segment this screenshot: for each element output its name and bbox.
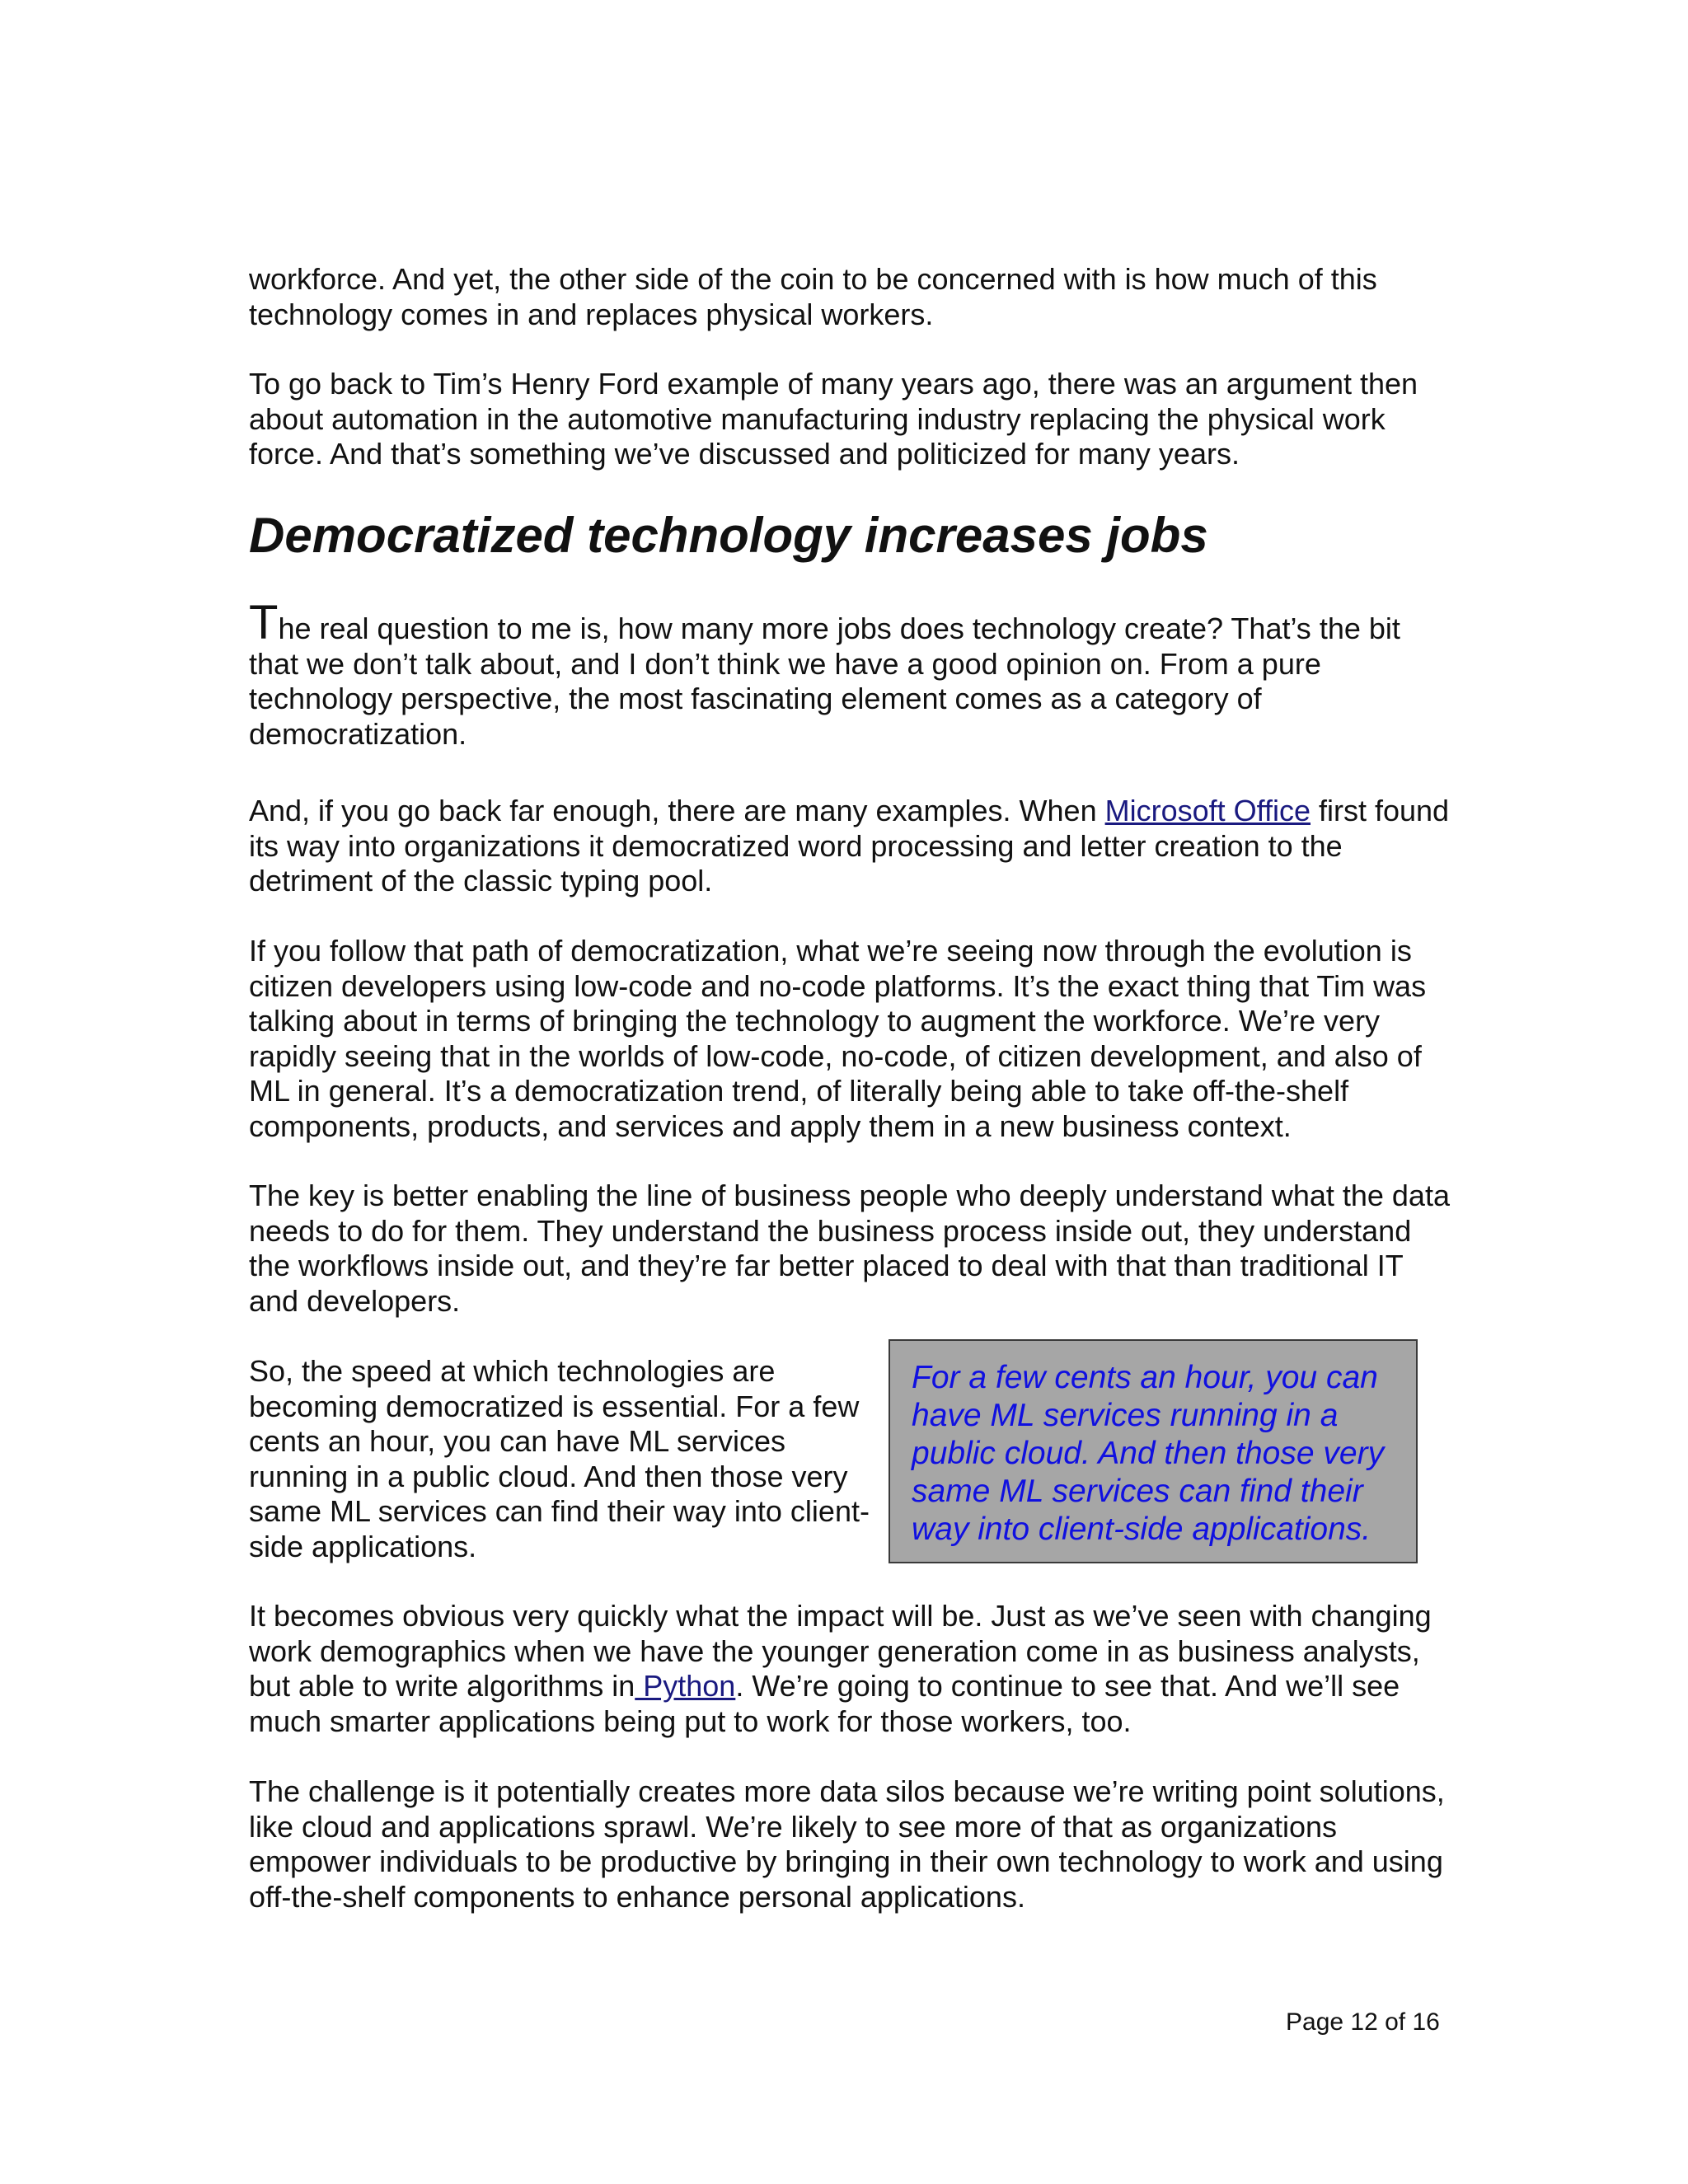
paragraph-speed: So, the speed at which technologies are becoming democratized is essential. For a few cents an hour, you can have ML services running in a public cloud. And then those very same ML services can find their way into client-side applications. xyxy=(249,1354,870,1563)
paragraph-impact-end: . We’re going to continue to see that. And we’ll see much smarter applications being put to work for those workers, too. xyxy=(249,1669,1400,1738)
page-number: Page 12 of 16 xyxy=(1286,2008,1440,2036)
microsoft-office-link[interactable]: Microsoft Office xyxy=(1104,794,1311,827)
paragraph-line-of-business: The key is better enabling the line of business people who deeply understand what the data needs to do for them. They understand the business process inside out, they understand the workflows inside out, and they’re far better placed to deal with that than traditional IT and developers. xyxy=(249,1179,1450,1318)
section-heading: Democratized technology increases jobs xyxy=(249,508,1208,563)
paragraph-real-question xyxy=(249,596,1452,752)
paragraph-challenge: The challenge is it potentially creates more data silos because we’re writing point solutions, like cloud and applications sprawl. We’re likely to see more of that as organizations empower individuals to be productive by bringing in their own technology to work and using off-the-shelf components to enhance personal applications. xyxy=(249,1774,1445,1914)
paragraph-impact-start: It becomes obvious very quickly what the impact will be. Just as we’ve seen with changing work demographics when we have the younger generation come in as business analysts, but able to write algorithms in xyxy=(249,1599,1432,1703)
paragraph-microsoft-office-start: And, if you go back far enough, there are many examples. When xyxy=(249,794,1105,827)
drop-cap: T xyxy=(249,596,279,649)
paragraph-impact xyxy=(249,1599,1452,1739)
pull-quote-box xyxy=(889,1339,1418,1563)
paragraph-real-question-text: he real question to me is, how many more jobs does technology create? That’s the bit that we don’t talk about, and I don’t think we have a good opinion on. From a pure technology perspective, the most fascinating element comes as a category of democratization. xyxy=(249,612,1400,751)
paragraph-workforce: workforce. And yet, the other side of the coin to be concerned with is how much of this technology comes in and replaces physical workers. xyxy=(249,262,1377,331)
pull-quote-text: For a few cents an hour, you can have ML services running in a public cloud. And then those very same ML services can find their way into client-side applications. xyxy=(912,1360,1385,1547)
python-link[interactable]: Python xyxy=(635,1669,736,1703)
paragraph-microsoft-office xyxy=(249,794,1452,899)
paragraph-democratization-path: If you follow that path of democratization, what we’re seeing now through the evolution is citizen developers using low-code and no-code platforms. It’s the exact thing that Tim was talking about in terms of bringing the technology to augment the workforce. We’re very rapidly seeing that in the worlds of low-code, no-code, of citizen development, and also of ML in general. It’s a democratization trend, of literally being able to take off-the-shelf components, products, and services and apply them in a new business context. xyxy=(249,934,1427,1143)
paragraph-henry-ford: To go back to Tim’s Henry Ford example of many years ago, there was an argument then about automation in the automotive manufacturing industry replacing the physical work force. And that’s something we’ve discussed and politicized for many years. xyxy=(249,367,1418,471)
paragraph-microsoft-office-end: first found its way into organizations it democratized word processing and letter creation to the detriment of the classic typing pool. xyxy=(249,794,1450,898)
